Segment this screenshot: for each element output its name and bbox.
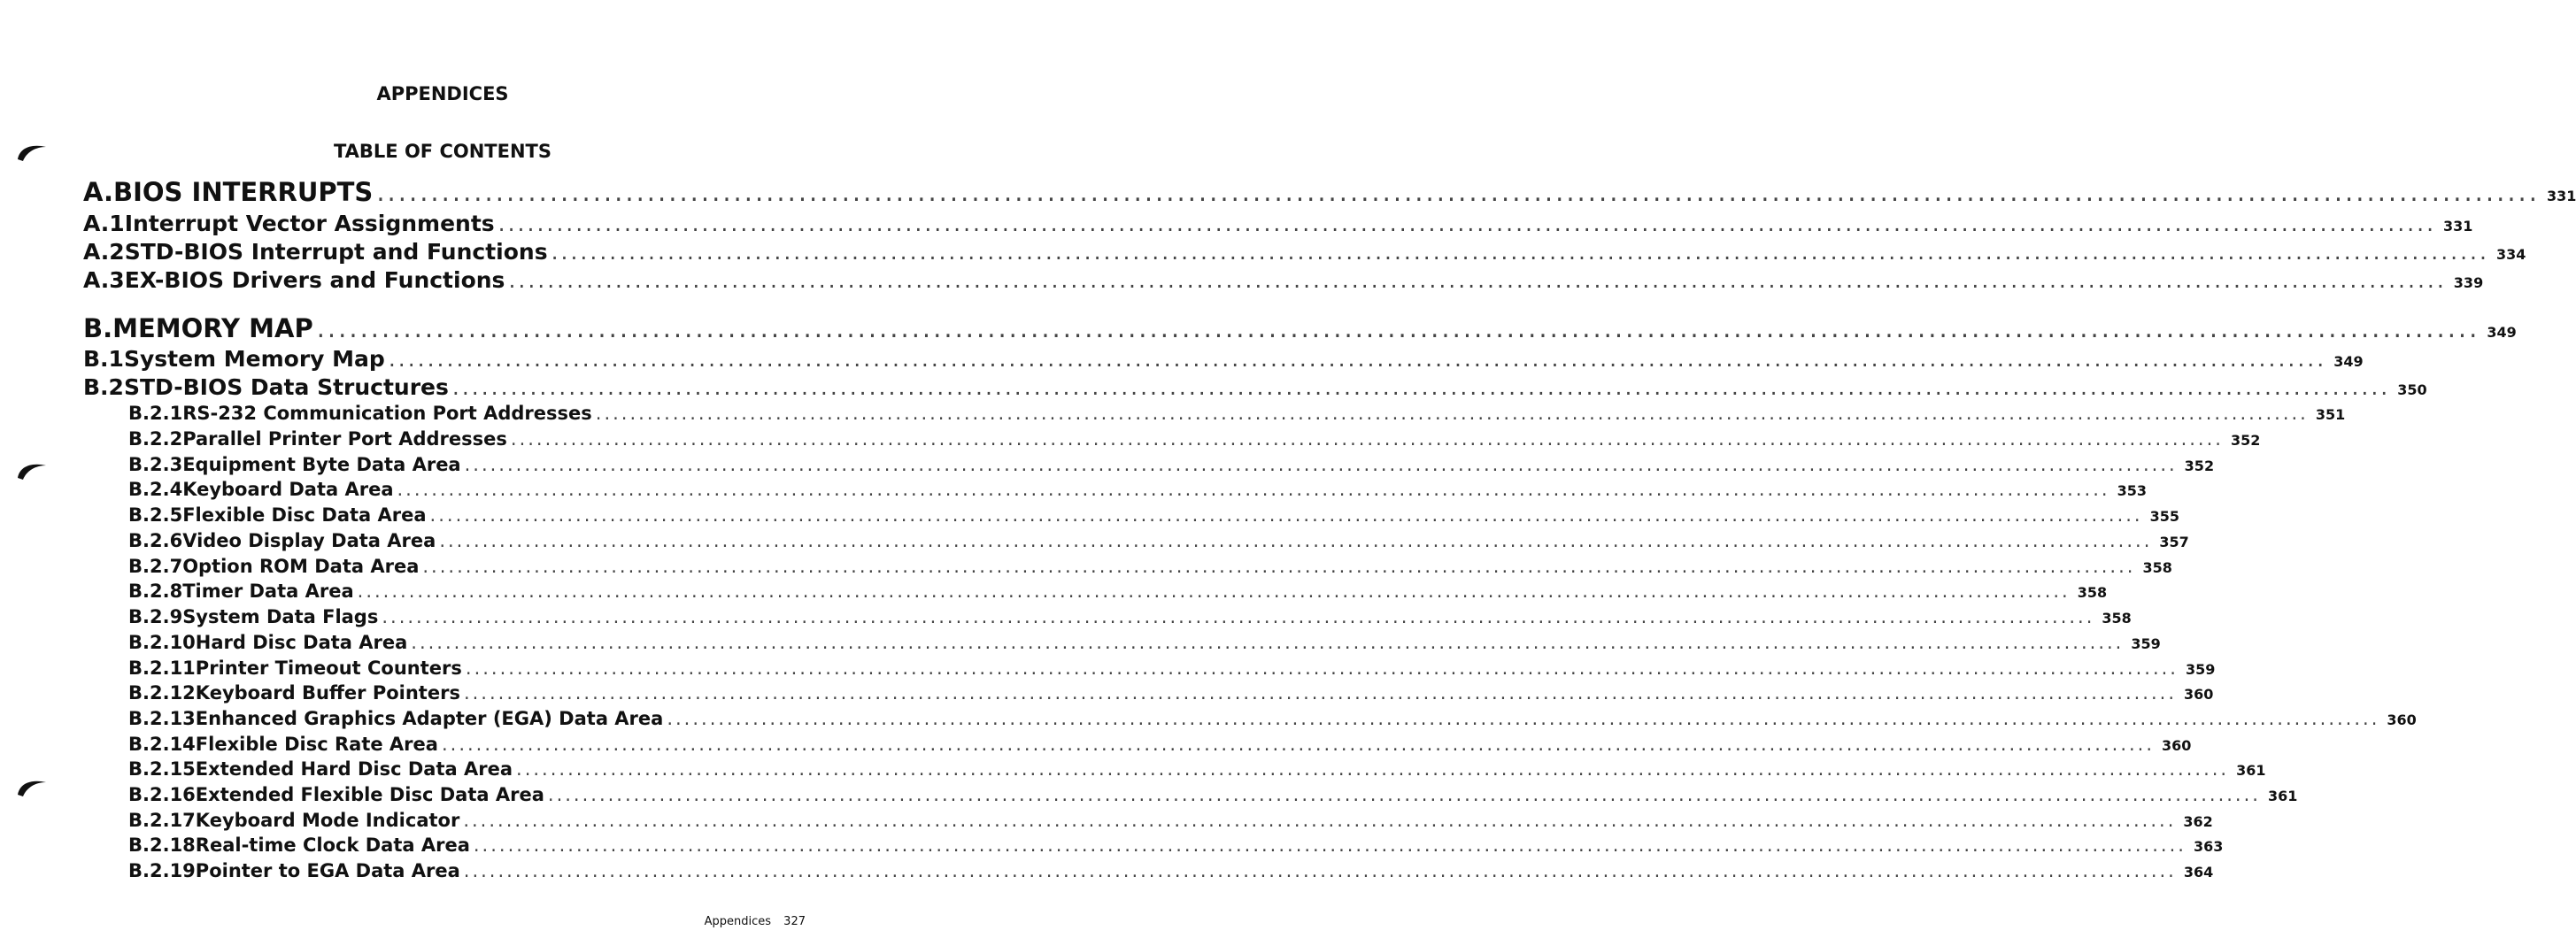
toc-entry[interactable] (128, 556, 2172, 581)
dot-leader: ........................................................................................................................................................................................................ (547, 784, 2261, 805)
toc-entry[interactable] (128, 454, 2215, 479)
dot-leader: ........................................................................................................................................................................................................ (595, 403, 2309, 424)
toc-entry-number: B. (83, 313, 113, 343)
toc-entry-page: 360 (2162, 737, 2192, 754)
toc-entry[interactable] (128, 403, 2346, 427)
toc-entry-title: STD-BIOS Data Structures (123, 374, 449, 400)
toc-entry-title: Enhanced Graphics Adapter (EGA) Data Area (195, 708, 664, 729)
toc-entry-page: 362 (2183, 813, 2213, 830)
toc-entry[interactable] (128, 834, 2224, 859)
toc-entry[interactable] (83, 177, 2576, 209)
toc-entry[interactable] (128, 810, 2213, 834)
toc-entry[interactable] (83, 374, 2427, 403)
toc-entry-number: B.2.7 (128, 556, 183, 577)
toc-entry-title: Flexible Disc Data Area (182, 504, 427, 526)
toc-entry-number: B.2.19 (128, 860, 196, 881)
toc-entry-title: Printer Timeout Counters (195, 658, 462, 679)
toc-entry-number: B.2.1 (128, 403, 183, 424)
toc-entry-title: Real-time Clock Data Area (195, 834, 470, 856)
toc-entry-title: BIOS INTERRUPTS (113, 177, 374, 207)
dot-leader: ........................................................................................................................................................................................................ (508, 267, 2447, 293)
toc-entry-title: Flexible Disc Rate Area (195, 734, 438, 755)
dot-leader: ........................................................................................................................................................................................................ (516, 758, 2230, 780)
dot-leader: ........................................................................................................................................................................................................ (510, 428, 2224, 450)
page-footer (696, 915, 806, 928)
toc-entry-number: B.2.5 (128, 504, 183, 526)
toc-entry-title: Option ROM Data Area (182, 556, 420, 577)
toc-entry-title: Extended Hard Disc Data Area (195, 758, 513, 780)
toc-entry-title: Timer Data Area (182, 581, 354, 602)
toc-entry-number: B.2 (83, 374, 124, 400)
toc-entry-page: 360 (2387, 711, 2417, 728)
footer-page-number: 327 (783, 915, 806, 928)
toc-entry-page: 355 (2149, 508, 2180, 525)
toc-entry[interactable] (128, 734, 2192, 758)
toc-entry-number: B.2.14 (128, 734, 196, 755)
toc-entry-title: Equipment Byte Data Area (182, 454, 461, 475)
dot-leader: ........................................................................................................................................................................................................ (463, 810, 2177, 831)
toc-entry-title: STD-BIOS Interrupt and Functions (124, 239, 548, 265)
toc-entry-number: B.2.15 (128, 758, 196, 780)
toc-entry-number: A.1 (83, 211, 125, 236)
toc-entry-title: MEMORY MAP (112, 313, 313, 343)
toc-entry-number: B.2.11 (128, 658, 196, 679)
toc-entry[interactable] (128, 860, 2214, 885)
dot-leader: ........................................................................................................................................................................................................ (439, 530, 2153, 551)
dot-leader: ........................................................................................................................................................................................................ (463, 860, 2177, 881)
toc-entry-page: 350 (2397, 381, 2427, 398)
toc-entry-page: 349 (2333, 353, 2364, 370)
toc-entry-page: 349 (2487, 324, 2517, 341)
toc-entry-number: B.2.9 (128, 606, 183, 627)
toc-entry-number: B.2.18 (128, 834, 196, 856)
toc-entry[interactable] (128, 658, 2216, 682)
dot-leader: ........................................................................................................................................................................................................ (376, 177, 2540, 207)
toc-entry-number: B.2.12 (128, 682, 196, 704)
toc-entry-number: B.2.13 (128, 708, 196, 729)
dot-leader: ........................................................................................................................................................................................................ (397, 479, 2110, 500)
toc-entry-page: 359 (2185, 661, 2216, 678)
toc-entry-title: Hard Disc Data Area (195, 632, 408, 653)
dot-leader: ........................................................................................................................................................................................................ (551, 239, 2489, 265)
toc-entry[interactable] (128, 504, 2180, 529)
dot-leader: ........................................................................................................................................................................................................ (465, 658, 2179, 679)
toc-entry[interactable] (128, 682, 2214, 707)
dot-leader: ........................................................................................................................................................................................................ (429, 504, 2143, 526)
toc-entry-number: A.2 (83, 239, 125, 265)
toc-entry-title: RS-232 Communication Port Addresses (182, 403, 592, 424)
toc-entry-title: Extended Flexible Disc Data Area (195, 784, 544, 805)
toc-entry-number: B.2.3 (128, 454, 183, 475)
toc-entry[interactable] (83, 313, 2517, 345)
dot-leader: ........................................................................................................................................................................................................ (382, 606, 2095, 627)
toc-entry[interactable] (128, 708, 2417, 733)
toc-entry[interactable] (128, 632, 2161, 657)
toc-entry-page: 358 (2102, 610, 2132, 627)
toc-entry-number: A. (83, 177, 113, 207)
toc-entry-title: Interrupt Vector Assignments (124, 211, 495, 236)
toc-entry-title: Keyboard Mode Indicator (195, 810, 460, 831)
dot-leader: ........................................................................................................................................................................................................ (422, 556, 2136, 577)
toc-entry-page: 361 (2236, 762, 2266, 779)
dot-leader: ........................................................................................................................................................................................................ (667, 708, 2380, 729)
toc-entry-page: 339 (2453, 274, 2484, 291)
dot-leader: ........................................................................................................................................................................................................ (463, 682, 2178, 704)
dot-leader: ........................................................................................................................................................................................................ (388, 346, 2327, 372)
toc-entry-page: 361 (2267, 788, 2298, 804)
toc-entry-page: 363 (2193, 838, 2224, 855)
binder-hole-mark (16, 777, 48, 796)
toc-entry-page: 357 (2159, 534, 2189, 550)
toc-entry[interactable] (128, 428, 2261, 453)
toc-entry[interactable] (128, 606, 2132, 631)
dot-leader: ........................................................................................................................................................................................................ (464, 454, 2178, 475)
toc-entry-title: System Memory Map (123, 346, 385, 372)
dot-leader: ........................................................................................................................................................................................................ (497, 211, 2437, 236)
toc-entry-page: 352 (2184, 458, 2215, 474)
toc-entry-title: Pointer to EGA Data Area (195, 860, 460, 881)
dot-leader: ........................................................................................................................................................................................................ (441, 734, 2156, 755)
toc-entry-page: 358 (2077, 584, 2108, 601)
dot-leader: ........................................................................................................................................................................................................ (473, 834, 2187, 856)
toc-entry-page: 331 (2443, 218, 2473, 235)
toc-entry-page: 352 (2230, 432, 2261, 449)
binder-hole-mark (16, 460, 48, 480)
toc-entry-page: 331 (2546, 188, 2576, 204)
toc-entry-page: 359 (2131, 635, 2161, 652)
toc-entry-page: 351 (2315, 406, 2346, 423)
dot-leader: ........................................................................................................................................................................................................ (451, 374, 2391, 400)
toc-entry-title: Parallel Printer Port Addresses (182, 428, 507, 450)
toc-entry[interactable] (83, 211, 2473, 239)
footer-label: Appendices (704, 915, 772, 928)
toc-entry[interactable] (83, 267, 2484, 296)
toc-entry[interactable] (128, 758, 2266, 783)
toc-entry[interactable] (128, 530, 2189, 555)
toc-entry[interactable] (128, 784, 2298, 809)
toc-entry-number: B.2.17 (128, 810, 196, 831)
dot-leader: ........................................................................................................................................................................................................ (411, 632, 2125, 653)
toc-entry[interactable] (128, 479, 2147, 504)
toc-entry-title: Keyboard Buffer Pointers (195, 682, 460, 704)
toc-entry-page: 360 (2184, 686, 2214, 703)
toc-entry-title: EX-BIOS Drivers and Functions (124, 267, 505, 293)
toc-entry[interactable] (83, 346, 2364, 374)
toc-entry-number: B.1 (83, 346, 124, 372)
toc-entry-page: 364 (2183, 864, 2214, 881)
toc-entry-page: 358 (2142, 559, 2172, 576)
toc-entry[interactable] (83, 239, 2526, 267)
toc-entry-title: Video Display Data Area (182, 530, 436, 551)
toc-entry[interactable] (128, 581, 2108, 605)
toc-entry-title: Keyboard Data Area (182, 479, 394, 500)
toc-entry-title: System Data Flags (182, 606, 379, 627)
toc-entry-number: B.2.4 (128, 479, 183, 500)
toc-entry-number: B.2.8 (128, 581, 183, 602)
toc-entry-number: B.2.16 (128, 784, 196, 805)
toc-entry-number: B.2.6 (128, 530, 183, 551)
page-heading: APPENDICES (376, 83, 509, 104)
dot-leader: ........................................................................................................................................................................................................ (357, 581, 2071, 602)
toc-entry-page: 353 (2117, 482, 2147, 499)
toc-entry-number: B.2.10 (128, 632, 196, 653)
dot-leader: ........................................................................................................................................................................................................ (316, 313, 2480, 343)
toc-entry-number: B.2.2 (128, 428, 183, 450)
toc-entry-number: A.3 (83, 267, 125, 293)
toc-title: TABLE OF CONTENTS (333, 141, 552, 162)
toc-entry-page: 334 (2495, 246, 2526, 263)
binder-hole-mark (16, 142, 48, 161)
